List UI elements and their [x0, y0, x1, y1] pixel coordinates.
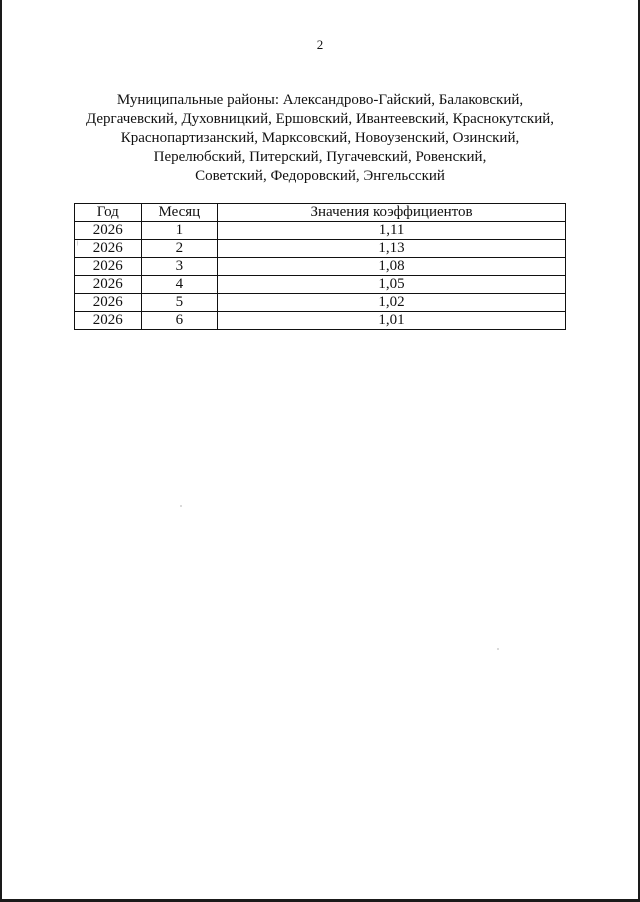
scan-edge-left [0, 0, 2, 902]
heading-line: Дергачевский, Духовницкий, Ершовский, Ивантеевский, Краснокутский, [85, 111, 555, 127]
cell-coefficient: 1,13 [218, 240, 566, 258]
table-row [75, 276, 566, 294]
heading-line: Советский, Федоровский, Энгельсский [195, 168, 445, 184]
scan-speck [497, 648, 499, 650]
table-header-row [75, 204, 566, 222]
heading-line: Перелюбский, Питерский, Пугачевский, Ровенский, [153, 149, 487, 165]
cell-year: 2026 [75, 312, 142, 330]
cell-month: 2 [141, 240, 218, 258]
cell-month: 5 [141, 294, 218, 312]
municipal-districts-heading [60, 91, 580, 186]
cell-year: 2026 [75, 276, 142, 294]
cell-year: 2026 [75, 240, 142, 258]
table-row [75, 294, 566, 312]
cell-month: 4 [141, 276, 218, 294]
cell-month: 3 [141, 258, 218, 276]
cell-year: 2026 [75, 258, 142, 276]
table-row [75, 240, 566, 258]
page-number: 2 [316, 37, 324, 52]
table-row [75, 222, 566, 240]
scan-speck [180, 505, 182, 507]
cell-coefficient: 1,11 [218, 222, 566, 240]
coefficients-table [74, 203, 566, 330]
cell-coefficient: 1,02 [218, 294, 566, 312]
cell-coefficient: 1,01 [218, 312, 566, 330]
header-year: Год [75, 204, 142, 222]
table-row [75, 312, 566, 330]
cell-coefficient: 1,08 [218, 258, 566, 276]
cell-year: 2026 [75, 294, 142, 312]
header-coefficient: Значения коэффициентов [218, 204, 566, 222]
cell-month: 1 [141, 222, 218, 240]
scan-speck [77, 240, 78, 246]
cell-coefficient: 1,05 [218, 276, 566, 294]
table-row [75, 258, 566, 276]
header-month: Месяц [141, 204, 218, 222]
heading-line: Краснопартизанский, Марксовский, Новоузенский, Озинский, [120, 130, 520, 146]
cell-year: 2026 [75, 222, 142, 240]
cell-month: 6 [141, 312, 218, 330]
heading-line: Муниципальные районы: Александрово-Гайский, Балаковский, [116, 92, 524, 108]
